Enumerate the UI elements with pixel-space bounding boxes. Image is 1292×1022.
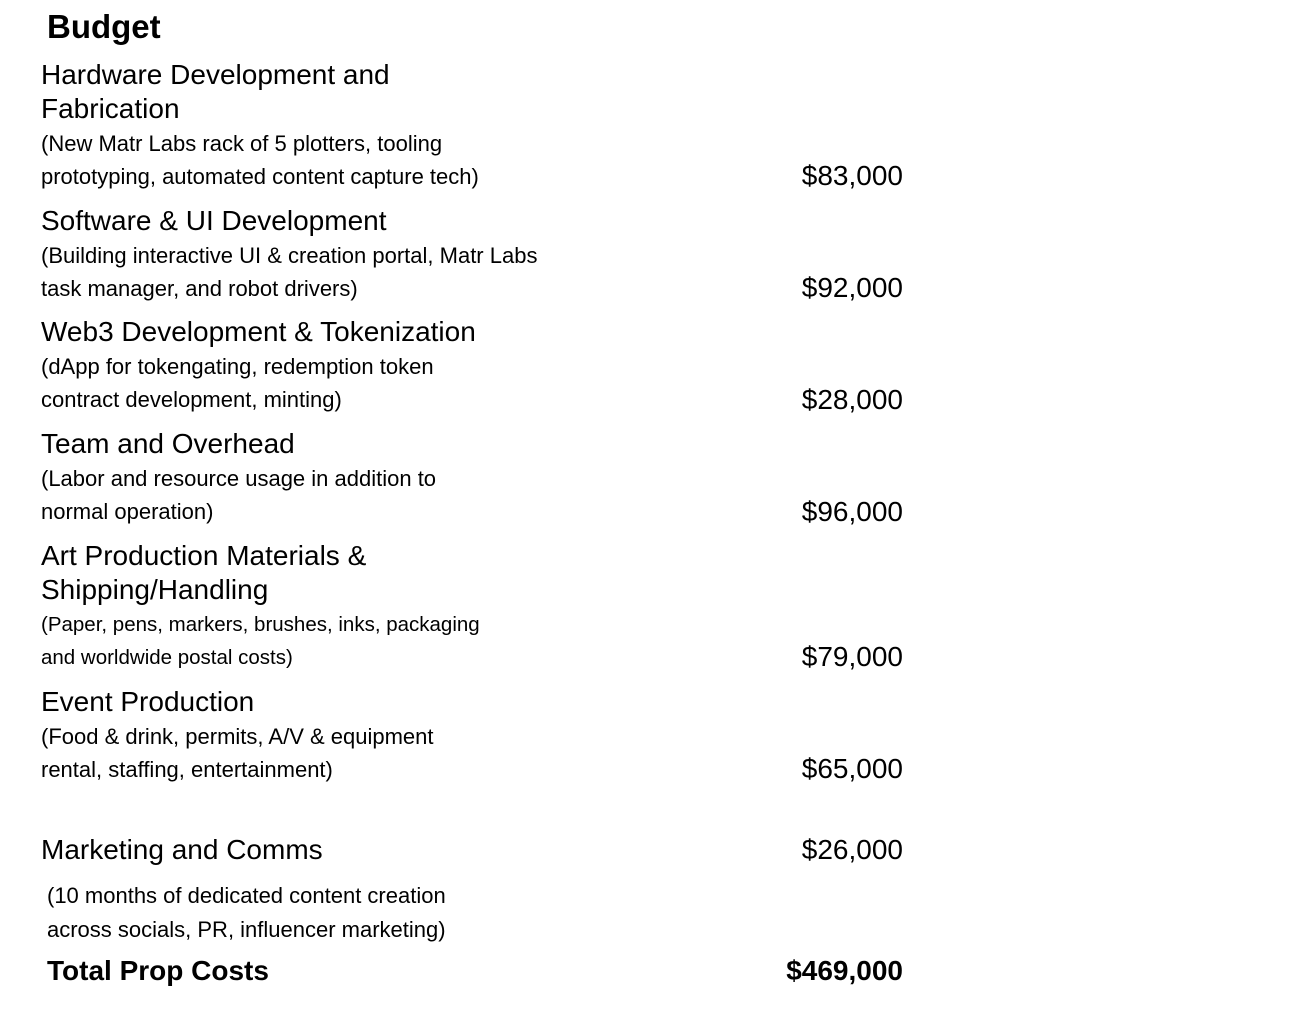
item-description: (10 months of dedicated content creation across socials, PR, influencer marketing)	[47, 883, 446, 942]
item-title: Web3 Development & Tokenization	[41, 316, 476, 347]
item-description: (Building interactive UI & creation portal, Matr Labs task manager, and robot drivers)	[41, 243, 538, 301]
item-amount: $83,000	[801, 160, 903, 191]
budget-item-event-production	[41, 685, 541, 786]
item-amount: $79,000	[801, 641, 903, 672]
item-description: (Labor and resource usage in addition to normal operation)	[41, 466, 437, 524]
item-amount: $65,000	[801, 753, 903, 784]
budget-item-web3	[41, 315, 541, 416]
item-amount: $96,000	[801, 496, 903, 527]
budget-item-software	[41, 204, 541, 305]
item-title: Art Production Materials & Shipping/Handling	[41, 540, 367, 605]
item-description: (Food & drink, permits, A/V & equipment rental, staffing, entertainment)	[41, 724, 434, 782]
total-amount: $469,000	[786, 955, 903, 986]
budget-heading: Budget	[47, 8, 161, 45]
item-title: Marketing and Comms	[41, 834, 323, 865]
item-title: Hardware Development and Fabrication	[41, 59, 390, 124]
total-label: Total Prop Costs	[47, 955, 269, 986]
item-amount: $26,000	[801, 834, 903, 865]
budget-item-marketing	[41, 833, 541, 867]
item-amount: $92,000	[801, 272, 903, 303]
item-description: (Paper, pens, markers, brushes, inks, packaging and worldwide postal costs)	[41, 613, 480, 669]
budget-item-team	[41, 427, 541, 528]
budget-item-hardware	[41, 58, 541, 193]
item-title: Team and Overhead	[41, 428, 295, 459]
item-title: Event Production	[41, 686, 255, 717]
item-description: (New Matr Labs rack of 5 plotters, tooling prototyping, automated content capture tech)	[41, 131, 479, 189]
item-title: Software & UI Development	[41, 205, 387, 236]
budget-item-art-production	[41, 539, 541, 674]
item-amount: $28,000	[801, 384, 903, 415]
item-description: (dApp for tokengating, redemption token contract development, minting)	[41, 354, 434, 412]
